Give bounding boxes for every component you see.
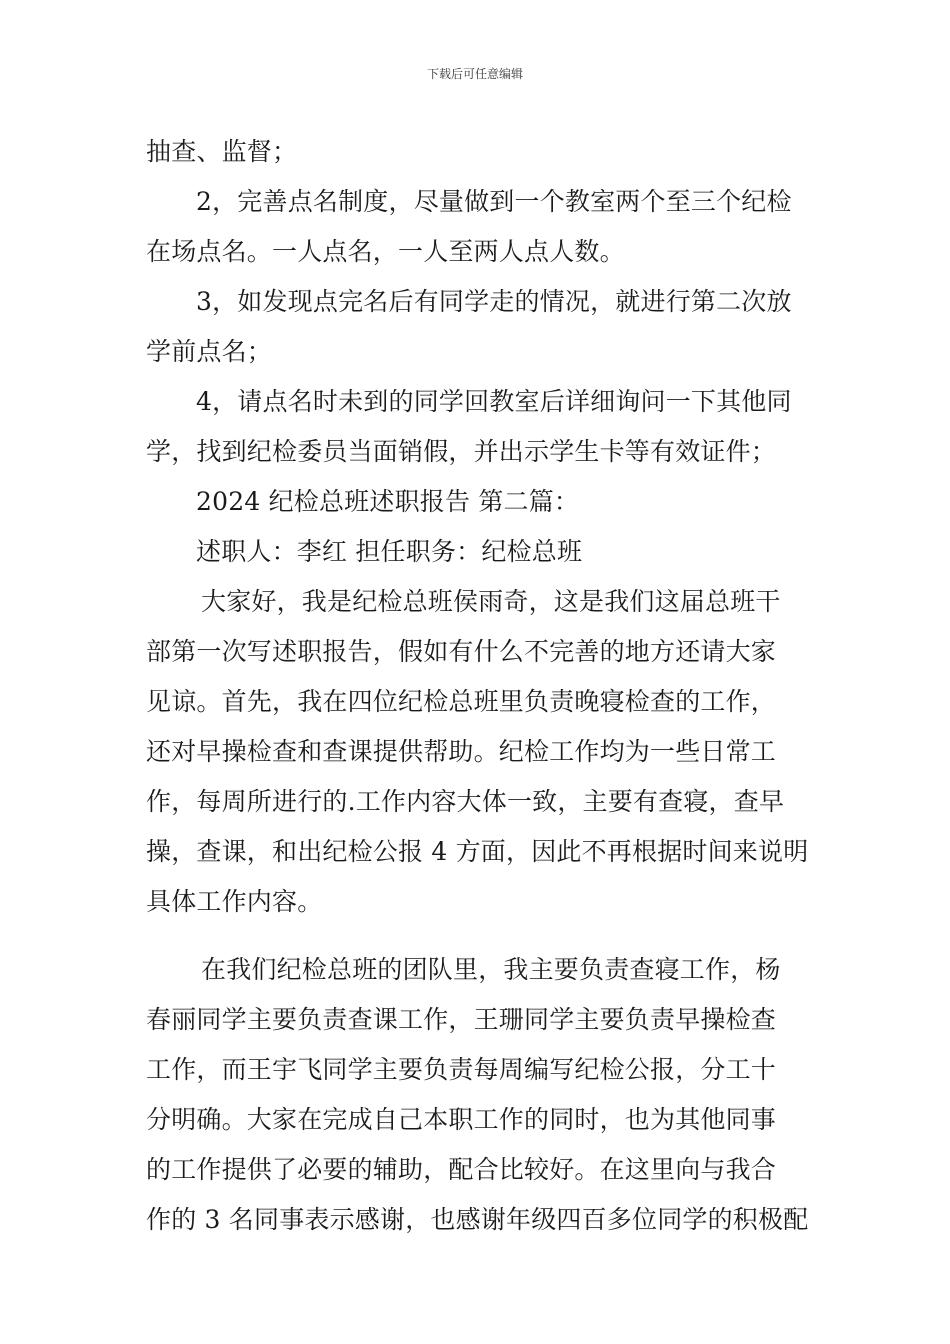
text-line: 学前点名；: [146, 337, 273, 366]
text-line: 还对早操检查和查课提供帮助。纪检工作均为一些日常工: [146, 737, 777, 766]
text-line: 工作，而王宇飞同学主要负责每周编写纪检公报，分工十: [146, 1055, 777, 1084]
text-line: 作的 3 名同事表示感谢，也感谢年级四百多位同学的积极配: [146, 1205, 809, 1234]
text-line: 见谅。首先，我在四位纪检总班里负责晚寝检查的工作，: [146, 687, 777, 716]
document-body: [146, 127, 811, 1245]
reporter-line: 述职人：李红 担任职务：纪检总班: [196, 537, 583, 566]
paragraph-gap: [146, 927, 811, 945]
text-line: 操，查课，和出纪检公报 4 方面，因此不再根据时间来说明: [146, 837, 809, 866]
page-header-note: 下载后可任意编辑: [426, 67, 523, 81]
text-line: 抽查、监督；: [146, 137, 298, 166]
text-line: 4，请点名时未到的同学回教室后详细询问一下其他同: [196, 387, 792, 416]
text-line: 学，找到纪检委员当面销假，并出示学生卡等有效证件；: [146, 437, 777, 466]
text-line: 大家好，我是纪检总班侯雨奇，这是我们这届总班干: [201, 587, 781, 616]
text-line: 具体工作内容。: [146, 887, 323, 916]
text-line: 在场点名。一人点名，一人至两人点人数。: [146, 237, 625, 266]
text-line: 2，完善点名制度，尽量做到一个教室两个至三个纪检: [196, 187, 792, 216]
text-line: 分明确。大家在完成自己本职工作的同时，也为其他同事: [146, 1105, 777, 1134]
text-line: 3，如发现点完名后有同学走的情况，就进行第二次放: [196, 287, 792, 316]
text-line: 部第一次写述职报告，假如有什么不完善的地方还请大家: [146, 637, 777, 666]
section-title: 2024 纪检总班述职报告 第二篇：: [196, 487, 580, 516]
text-line: 的工作提供了必要的辅助，配合比较好。在这里向与我合: [146, 1155, 777, 1184]
text-line: 春丽同学主要负责查课工作，王珊同学主要负责早操检查: [146, 1005, 777, 1034]
text-line: 在我们纪检总班的团队里，我主要负责查寝工作，杨: [201, 955, 781, 984]
text-line: 作，每周所进行的.工作内容大体一致，主要有查寝，查早: [146, 787, 785, 816]
